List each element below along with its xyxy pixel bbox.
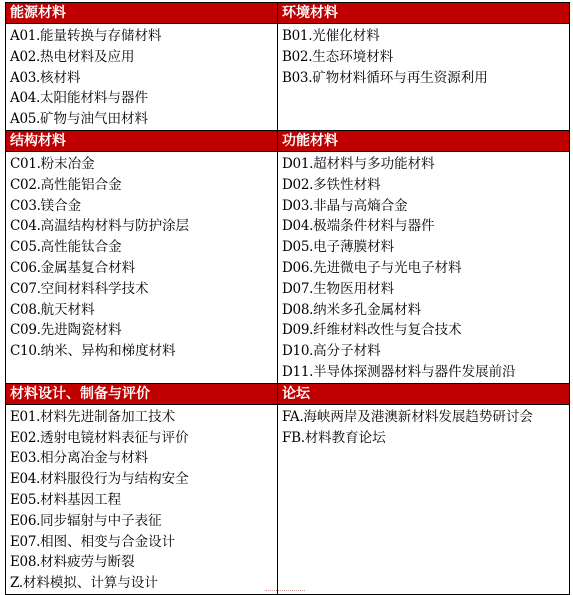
symposium-table xyxy=(5,2,570,595)
topic-name: 材料先进制备加工技术 xyxy=(40,408,176,425)
topic-list xyxy=(278,24,569,88)
topic-code: C05. xyxy=(10,239,41,256)
topic-code: E03. xyxy=(10,450,41,467)
topic-name: 纳米多孔金属材料 xyxy=(313,301,422,318)
section-body-row xyxy=(6,151,570,383)
topic-name: 多铁性材料 xyxy=(313,176,381,193)
topic-code: E06. xyxy=(10,512,41,529)
topic-item xyxy=(10,279,277,300)
topic-code: E02. xyxy=(10,429,41,446)
topic-item xyxy=(10,532,277,553)
section-title: 论坛 xyxy=(282,385,310,402)
section-header-cell xyxy=(6,383,278,404)
topic-item xyxy=(10,154,277,175)
topic-code: A05. xyxy=(10,111,41,128)
topic-name: 热电材料及应用 xyxy=(40,48,135,65)
topic-name: 同步辐射与中子表征 xyxy=(40,512,162,529)
topic-name: 极端条件材料与器件 xyxy=(313,218,435,235)
topic-code: A04. xyxy=(10,90,41,107)
topic-name: 材料服役行为与结构安全 xyxy=(40,471,189,488)
topic-code: E07. xyxy=(10,533,41,550)
topic-code: A01. xyxy=(10,28,41,44)
topic-code: B01. xyxy=(282,28,313,44)
topic-name: 电子薄膜材料 xyxy=(313,239,395,256)
topic-item xyxy=(282,237,569,258)
topic-code: A02. xyxy=(10,48,41,65)
topic-list xyxy=(278,405,569,449)
section-items-cell xyxy=(6,404,278,594)
topic-item xyxy=(10,573,277,594)
topic-item xyxy=(282,175,569,196)
topic-item xyxy=(10,428,277,449)
section-items-cell xyxy=(278,24,570,131)
topic-item xyxy=(10,216,277,237)
topic-item xyxy=(10,26,277,47)
topic-name: 海峡两岸及港澳新材料发展趋势研讨会 xyxy=(303,408,533,425)
topic-name: 生态环境材料 xyxy=(312,48,394,65)
topic-name: 核材料 xyxy=(40,69,81,86)
topic-item xyxy=(10,237,277,258)
topic-item xyxy=(282,341,569,362)
topic-code: D06. xyxy=(282,259,314,276)
topic-name: 相图、相变与合金设计 xyxy=(40,533,176,550)
section-header-cell xyxy=(278,130,570,151)
topic-item xyxy=(10,407,277,428)
topic-item xyxy=(10,47,277,68)
topic-name: 镁合金 xyxy=(40,197,82,214)
topic-item xyxy=(282,216,569,237)
topic-name: 高性能钛合金 xyxy=(40,239,122,256)
section-items-cell xyxy=(6,151,278,383)
topic-code: FB. xyxy=(282,429,305,446)
topic-item xyxy=(282,47,569,68)
section-header-cell xyxy=(278,383,570,404)
topic-code: C04. xyxy=(10,218,41,235)
topic-name: 半导体探测器材料与器件发展前沿 xyxy=(313,363,516,380)
topic-item xyxy=(282,428,569,449)
topic-code: B03. xyxy=(282,69,313,86)
section-title: 结构材料 xyxy=(10,132,66,149)
topic-name: 生物医用材料 xyxy=(313,280,395,297)
bottom-dotted-rule xyxy=(265,590,305,591)
topic-code: B02. xyxy=(282,48,313,65)
section-header-row xyxy=(6,383,570,404)
topic-code: Z. xyxy=(10,575,23,592)
topic-name: 粉末冶金 xyxy=(40,155,95,172)
topic-item xyxy=(10,552,277,573)
topic-code: E04. xyxy=(10,471,41,488)
section-header-row xyxy=(6,3,570,24)
topic-code: D05. xyxy=(282,239,314,256)
topic-item xyxy=(282,68,569,89)
topic-name: 材料模拟、计算与设计 xyxy=(22,575,158,592)
topic-code: D01. xyxy=(282,155,314,172)
topic-list xyxy=(6,24,277,130)
section-items-cell xyxy=(278,151,570,383)
topic-code: C03. xyxy=(10,197,41,214)
topic-name: 材料基因工程 xyxy=(40,491,122,508)
topic-name: 矿物与油气田材料 xyxy=(40,111,149,128)
topic-code: C10. xyxy=(10,343,41,360)
topic-name: 光催化材料 xyxy=(312,28,380,44)
section-title: 环境材料 xyxy=(282,5,338,21)
topic-code: C07. xyxy=(10,280,41,297)
topic-code: D08. xyxy=(282,301,314,318)
topic-item xyxy=(282,407,569,428)
topic-code: E08. xyxy=(10,554,41,571)
topic-name: 高温结构材料与防护涂层 xyxy=(40,218,190,235)
topic-item xyxy=(282,258,569,279)
topic-item xyxy=(282,279,569,300)
section-items-cell xyxy=(6,24,278,131)
topic-item xyxy=(10,175,277,196)
topic-code: C01. xyxy=(10,155,41,172)
section-title: 材料设计、制备与评价 xyxy=(10,385,150,402)
topic-item xyxy=(282,362,569,383)
topic-item xyxy=(10,88,277,109)
topic-name: 非晶与高熵合金 xyxy=(313,197,408,214)
topic-item xyxy=(10,448,277,469)
symposium-table-body xyxy=(6,3,570,595)
topic-name: 太阳能材料与器件 xyxy=(40,90,149,107)
topic-code: E05. xyxy=(10,491,41,508)
topic-code: D11. xyxy=(282,363,314,380)
topic-name: 矿物材料循环与再生资源利用 xyxy=(312,69,488,86)
topic-code: C02. xyxy=(10,176,41,193)
section-body-row xyxy=(6,24,570,131)
topic-name: 相分离冶金与材料 xyxy=(40,450,149,467)
topic-code: D10. xyxy=(282,343,314,360)
topic-code: D04. xyxy=(282,218,314,235)
topic-name: 超材料与多功能材料 xyxy=(313,155,435,172)
topic-item xyxy=(10,196,277,217)
topic-item xyxy=(10,300,277,321)
topic-item xyxy=(10,109,277,130)
topic-name: 高分子材料 xyxy=(313,343,381,360)
topic-name: 高性能铝合金 xyxy=(40,176,122,193)
topic-list xyxy=(6,405,277,594)
topic-name: 空间材料科学技术 xyxy=(40,280,149,297)
topic-item xyxy=(10,511,277,532)
topic-item xyxy=(10,341,277,362)
topic-item xyxy=(10,258,277,279)
topic-name: 纤维材料改性与复合技术 xyxy=(313,322,462,339)
topic-code: C08. xyxy=(10,301,41,318)
section-items-cell xyxy=(278,404,570,594)
topic-name: 金属基复合材料 xyxy=(40,259,136,276)
topic-name: 纳米、异构和梯度材料 xyxy=(40,343,176,360)
topic-list xyxy=(6,152,277,362)
topic-name: 材料教育论坛 xyxy=(304,429,386,446)
topic-item xyxy=(282,320,569,341)
section-body-row xyxy=(6,404,570,594)
section-title: 功能材料 xyxy=(282,132,338,149)
topic-name: 能量转换与存储材料 xyxy=(40,28,162,44)
topic-item xyxy=(282,196,569,217)
section-header-cell xyxy=(278,3,570,24)
topic-item xyxy=(10,68,277,89)
topic-code: C09. xyxy=(10,322,41,339)
topic-list xyxy=(278,152,569,383)
topic-code: FA. xyxy=(282,408,304,425)
topic-item xyxy=(10,320,277,341)
section-header-cell xyxy=(6,130,278,151)
topic-code: A03. xyxy=(10,69,41,86)
topic-code: D09. xyxy=(282,322,314,339)
topic-item xyxy=(10,490,277,511)
section-header-row xyxy=(6,130,570,151)
topic-item xyxy=(282,154,569,175)
section-title: 能源材料 xyxy=(10,5,66,21)
topic-code: E01. xyxy=(10,408,41,425)
topic-item xyxy=(282,26,569,47)
topic-name: 先进微电子与光电子材料 xyxy=(313,259,462,276)
topic-item xyxy=(282,300,569,321)
topic-code: C06. xyxy=(10,259,41,276)
topic-code: D02. xyxy=(282,176,314,193)
topic-name: 材料疲劳与断裂 xyxy=(40,554,135,571)
topic-name: 航天材料 xyxy=(40,301,95,318)
topic-code: D03. xyxy=(282,197,314,214)
topic-name: 先进陶瓷材料 xyxy=(40,322,122,339)
section-header-cell xyxy=(6,3,278,24)
topic-item xyxy=(10,469,277,490)
topic-name: 透射电镜材料表征与评价 xyxy=(40,429,189,446)
topic-code: D07. xyxy=(282,280,314,297)
